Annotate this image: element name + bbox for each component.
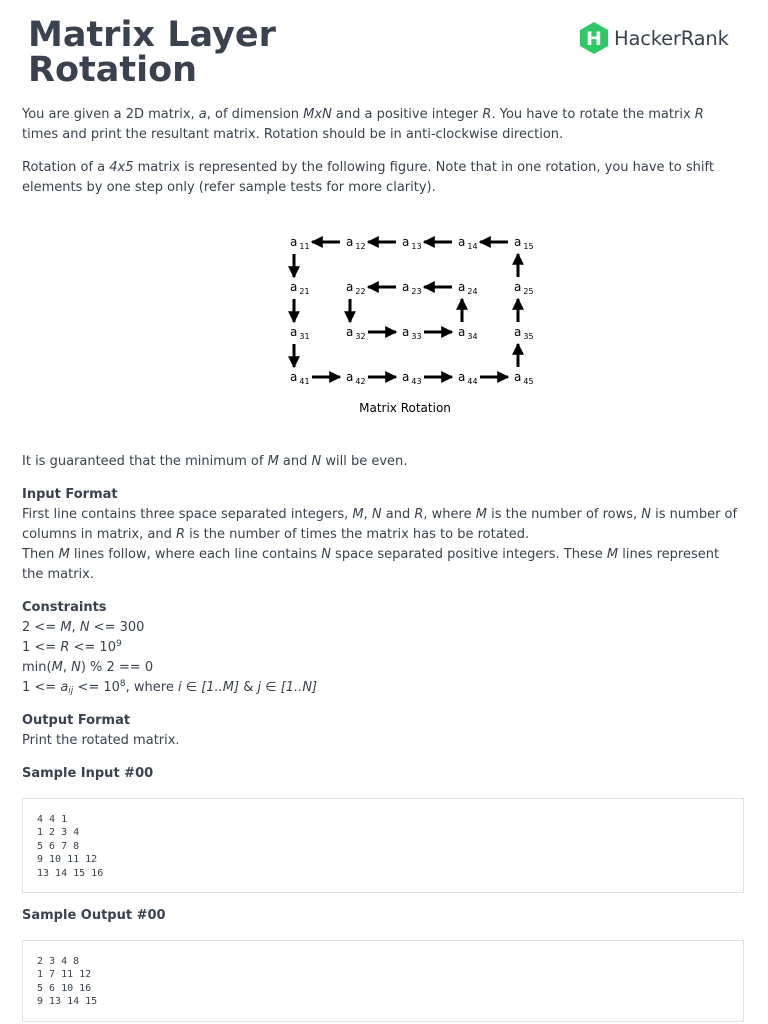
matrix-cell-label: a $_{41}$ [290, 370, 310, 386]
matrix-cell-label: a $_{35}$ [514, 325, 534, 341]
matrix-cell-label: a $_{22}$ [346, 280, 366, 296]
input-format-line-2: Then M lines follow, where each line contains N space separated positive integers. These M lines represent the matrix. [22, 547, 720, 582]
matrix-cell-label: a $_{34}$ [458, 325, 478, 341]
sample-input-line: 13 14 15 16 [37, 867, 104, 879]
constraints-heading: Constraints [22, 600, 107, 615]
sample-input-block[interactable] [22, 798, 744, 893]
matrix-cell-label: a $_{13}$ [402, 235, 422, 251]
matrix-cell-label: a $_{23}$ [402, 280, 422, 296]
input-format-line-1: First line contains three space separated integers, M, N and R, where M is the number of rows, N is number of columns in matrix, and R is the number of times the matrix has to be rotated. [22, 507, 738, 542]
output-format-text: Print the rotated matrix. [22, 733, 180, 748]
svg-text:H: H [586, 28, 602, 50]
figure-caption: Matrix Rotation [359, 401, 451, 415]
matrix-cell-label: a $_{25}$ [514, 280, 534, 296]
matrix-cell-label: a $_{33}$ [402, 325, 422, 341]
sample-output-line: 2 3 4 8 [37, 956, 80, 968]
sample-output-line: 5 6 10 16 [37, 982, 92, 994]
matrix-cell-label: a $_{32}$ [346, 325, 366, 341]
sample-input-line: 4 4 1 [37, 814, 68, 825]
guarantee-text: It is guaranteed that the minimum of M and N will be even. [22, 454, 408, 469]
page-title: Matrix Layer Rotation [28, 15, 276, 90]
problem-statement [22, 105, 744, 1022]
matrix-cell-label: a $_{15}$ [514, 235, 534, 251]
sample-input-line: 1 2 3 4 [37, 827, 80, 839]
matrix-cell-label: a $_{14}$ [458, 235, 478, 251]
matrix-cell-label: a $_{45}$ [514, 370, 534, 386]
matrix-cell-label: a $_{21}$ [290, 280, 310, 296]
output-format-heading: Output Format [22, 713, 131, 728]
intro-paragraph-1: You are given a 2D matrix, a, of dimension MxN and a positive integer R. You have to rotate the matrix R times and print the resultant matrix. Rotation should be in anti-clockwise direction. [22, 107, 704, 142]
sample-input-heading: Sample Input #00 [22, 766, 154, 781]
constraint-1: 2 <= M, N <= 300 [22, 620, 145, 635]
sample-output-heading: Sample Output #00 [22, 908, 166, 924]
sample-output-block[interactable] [22, 940, 744, 1022]
sample-output-line: 1 7 11 12 [37, 969, 92, 981]
matrix-cell-label: a $_{42}$ [346, 370, 366, 386]
matrix-cell-label: a $_{12}$ [346, 235, 366, 251]
sample-input-line: 5 6 7 8 [37, 840, 80, 852]
matrix-cell-label: a $_{44}$ [458, 370, 478, 386]
constraint-3: min(M, N) % 2 == 0 [22, 660, 154, 675]
matrix-rotation-diagram [252, 228, 552, 433]
intro-paragraph-2: Rotation of a 4x5 matrix is represented by the following figure. Note that in one rotation, you have to shift elements by one step only (refer sample tests for more clarity). [22, 160, 714, 195]
matrix-cell-label: a $_{24}$ [458, 280, 478, 296]
hackerrank-logo[interactable] [578, 20, 729, 56]
constraint-2: $1 <= R <= 10^9$ [22, 639, 122, 655]
hackerrank-logo-icon [578, 21, 610, 55]
input-format-heading: Input Format [22, 487, 118, 502]
constraint-4: $1 <= a_{ij} <= 10^8$, where i ∈ [1..M] & j ∈ [1..N] [22, 679, 318, 696]
sample-output-line: 9 13 14 15 [37, 996, 98, 1008]
sample-input-line: 9 10 11 12 [37, 854, 98, 866]
matrix-cell-label: a $_{31}$ [290, 325, 310, 341]
matrix-cell-label: a $_{11}$ [290, 235, 310, 251]
matrix-rotation-figure [22, 212, 744, 452]
matrix-cell-label: a $_{43}$ [402, 370, 422, 386]
logo-wordmark: HackerRank [614, 26, 729, 50]
